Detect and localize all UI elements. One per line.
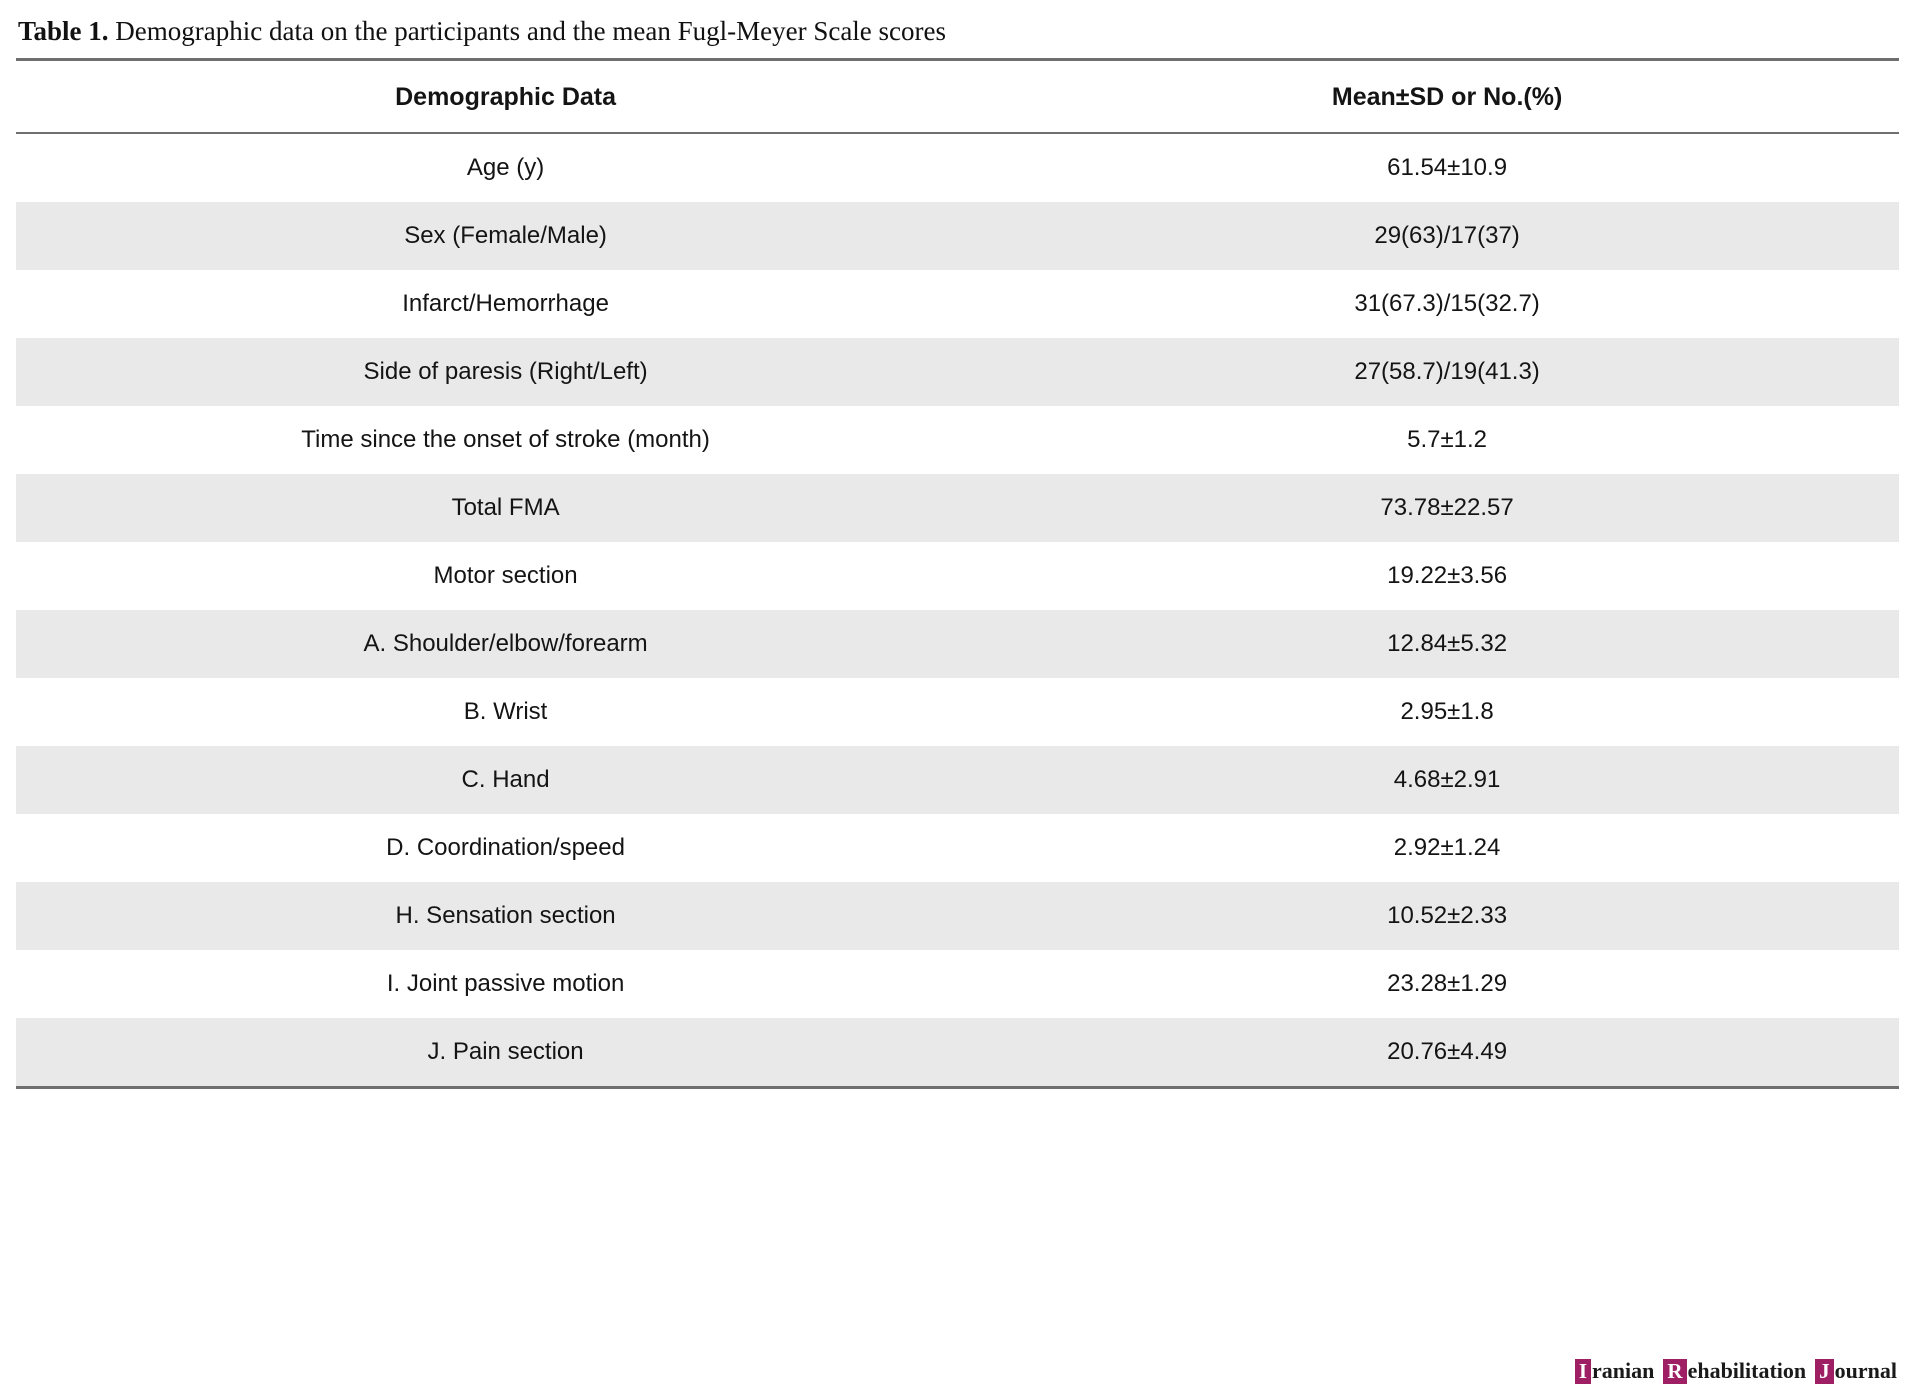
row-value: 20.76±4.49: [995, 1018, 1899, 1088]
journal-logo-word-3: [1815, 1359, 1897, 1384]
table-caption-label: Table 1.: [18, 16, 109, 46]
row-label: Motor section: [16, 542, 995, 610]
journal-logo-word-2: [1663, 1359, 1806, 1384]
row-value: 73.78±22.57: [995, 474, 1899, 542]
table-row: [16, 474, 1899, 542]
table-row: [16, 133, 1899, 202]
table-caption: [16, 8, 1899, 58]
row-value: 2.92±1.24: [995, 814, 1899, 882]
row-label: A. Shoulder/elbow/forearm: [16, 610, 995, 678]
row-value: 27(58.7)/19(41.3): [995, 338, 1899, 406]
journal-logo-word-1: [1575, 1359, 1655, 1384]
row-label: Age (y): [16, 133, 995, 202]
table-row: [16, 882, 1899, 950]
row-label: Time since the onset of stroke (month): [16, 406, 995, 474]
row-label: Sex (Female/Male): [16, 202, 995, 270]
table-header: [16, 60, 1899, 134]
journal-logo-rest-2: ehabilitation: [1687, 1358, 1807, 1383]
table-row: [16, 202, 1899, 270]
row-value: 31(67.3)/15(32.7): [995, 270, 1899, 338]
row-value: 19.22±3.56: [995, 542, 1899, 610]
column-header-mean-sd: Mean±SD or No.(%): [995, 60, 1899, 134]
table-row: [16, 814, 1899, 882]
table-caption-text: Demographic data on the participants and the mean Fugl-Meyer Scale scores: [108, 16, 947, 46]
row-label: J. Pain section: [16, 1018, 995, 1088]
row-label: Side of paresis (Right/Left): [16, 338, 995, 406]
row-label: Infarct/Hemorrhage: [16, 270, 995, 338]
table-body: [16, 133, 1899, 1088]
table-row: [16, 950, 1899, 1018]
table-row: [16, 406, 1899, 474]
journal-footer: [1575, 1359, 1897, 1384]
journal-logo: [1575, 1359, 1897, 1384]
row-value: 10.52±2.33: [995, 882, 1899, 950]
row-label: B. Wrist: [16, 678, 995, 746]
journal-logo-rest-3: ournal: [1834, 1358, 1897, 1383]
row-label: Total FMA: [16, 474, 995, 542]
journal-logo-cap-r: R: [1663, 1359, 1686, 1384]
table-row: [16, 1018, 1899, 1088]
row-value: 2.95±1.8: [995, 678, 1899, 746]
row-label: C. Hand: [16, 746, 995, 814]
column-header-demographic-data: Demographic Data: [16, 60, 995, 134]
table-row: [16, 270, 1899, 338]
row-value: 12.84±5.32: [995, 610, 1899, 678]
row-value: 4.68±2.91: [995, 746, 1899, 814]
journal-logo-cap-j: J: [1815, 1359, 1834, 1384]
table-row: [16, 678, 1899, 746]
row-label: H. Sensation section: [16, 882, 995, 950]
journal-logo-rest-1: ranian: [1592, 1358, 1655, 1383]
row-value: 29(63)/17(37): [995, 202, 1899, 270]
demographic-data-table: [16, 58, 1899, 1089]
row-label: D. Coordination/speed: [16, 814, 995, 882]
table-row: [16, 542, 1899, 610]
journal-logo-cap-i: I: [1575, 1359, 1591, 1384]
row-value: 23.28±1.29: [995, 950, 1899, 1018]
table-header-row: [16, 60, 1899, 134]
table-row: [16, 610, 1899, 678]
row-value: 61.54±10.9: [995, 133, 1899, 202]
table-row: [16, 338, 1899, 406]
table-row: [16, 746, 1899, 814]
row-value: 5.7±1.2: [995, 406, 1899, 474]
row-label: I. Joint passive motion: [16, 950, 995, 1018]
